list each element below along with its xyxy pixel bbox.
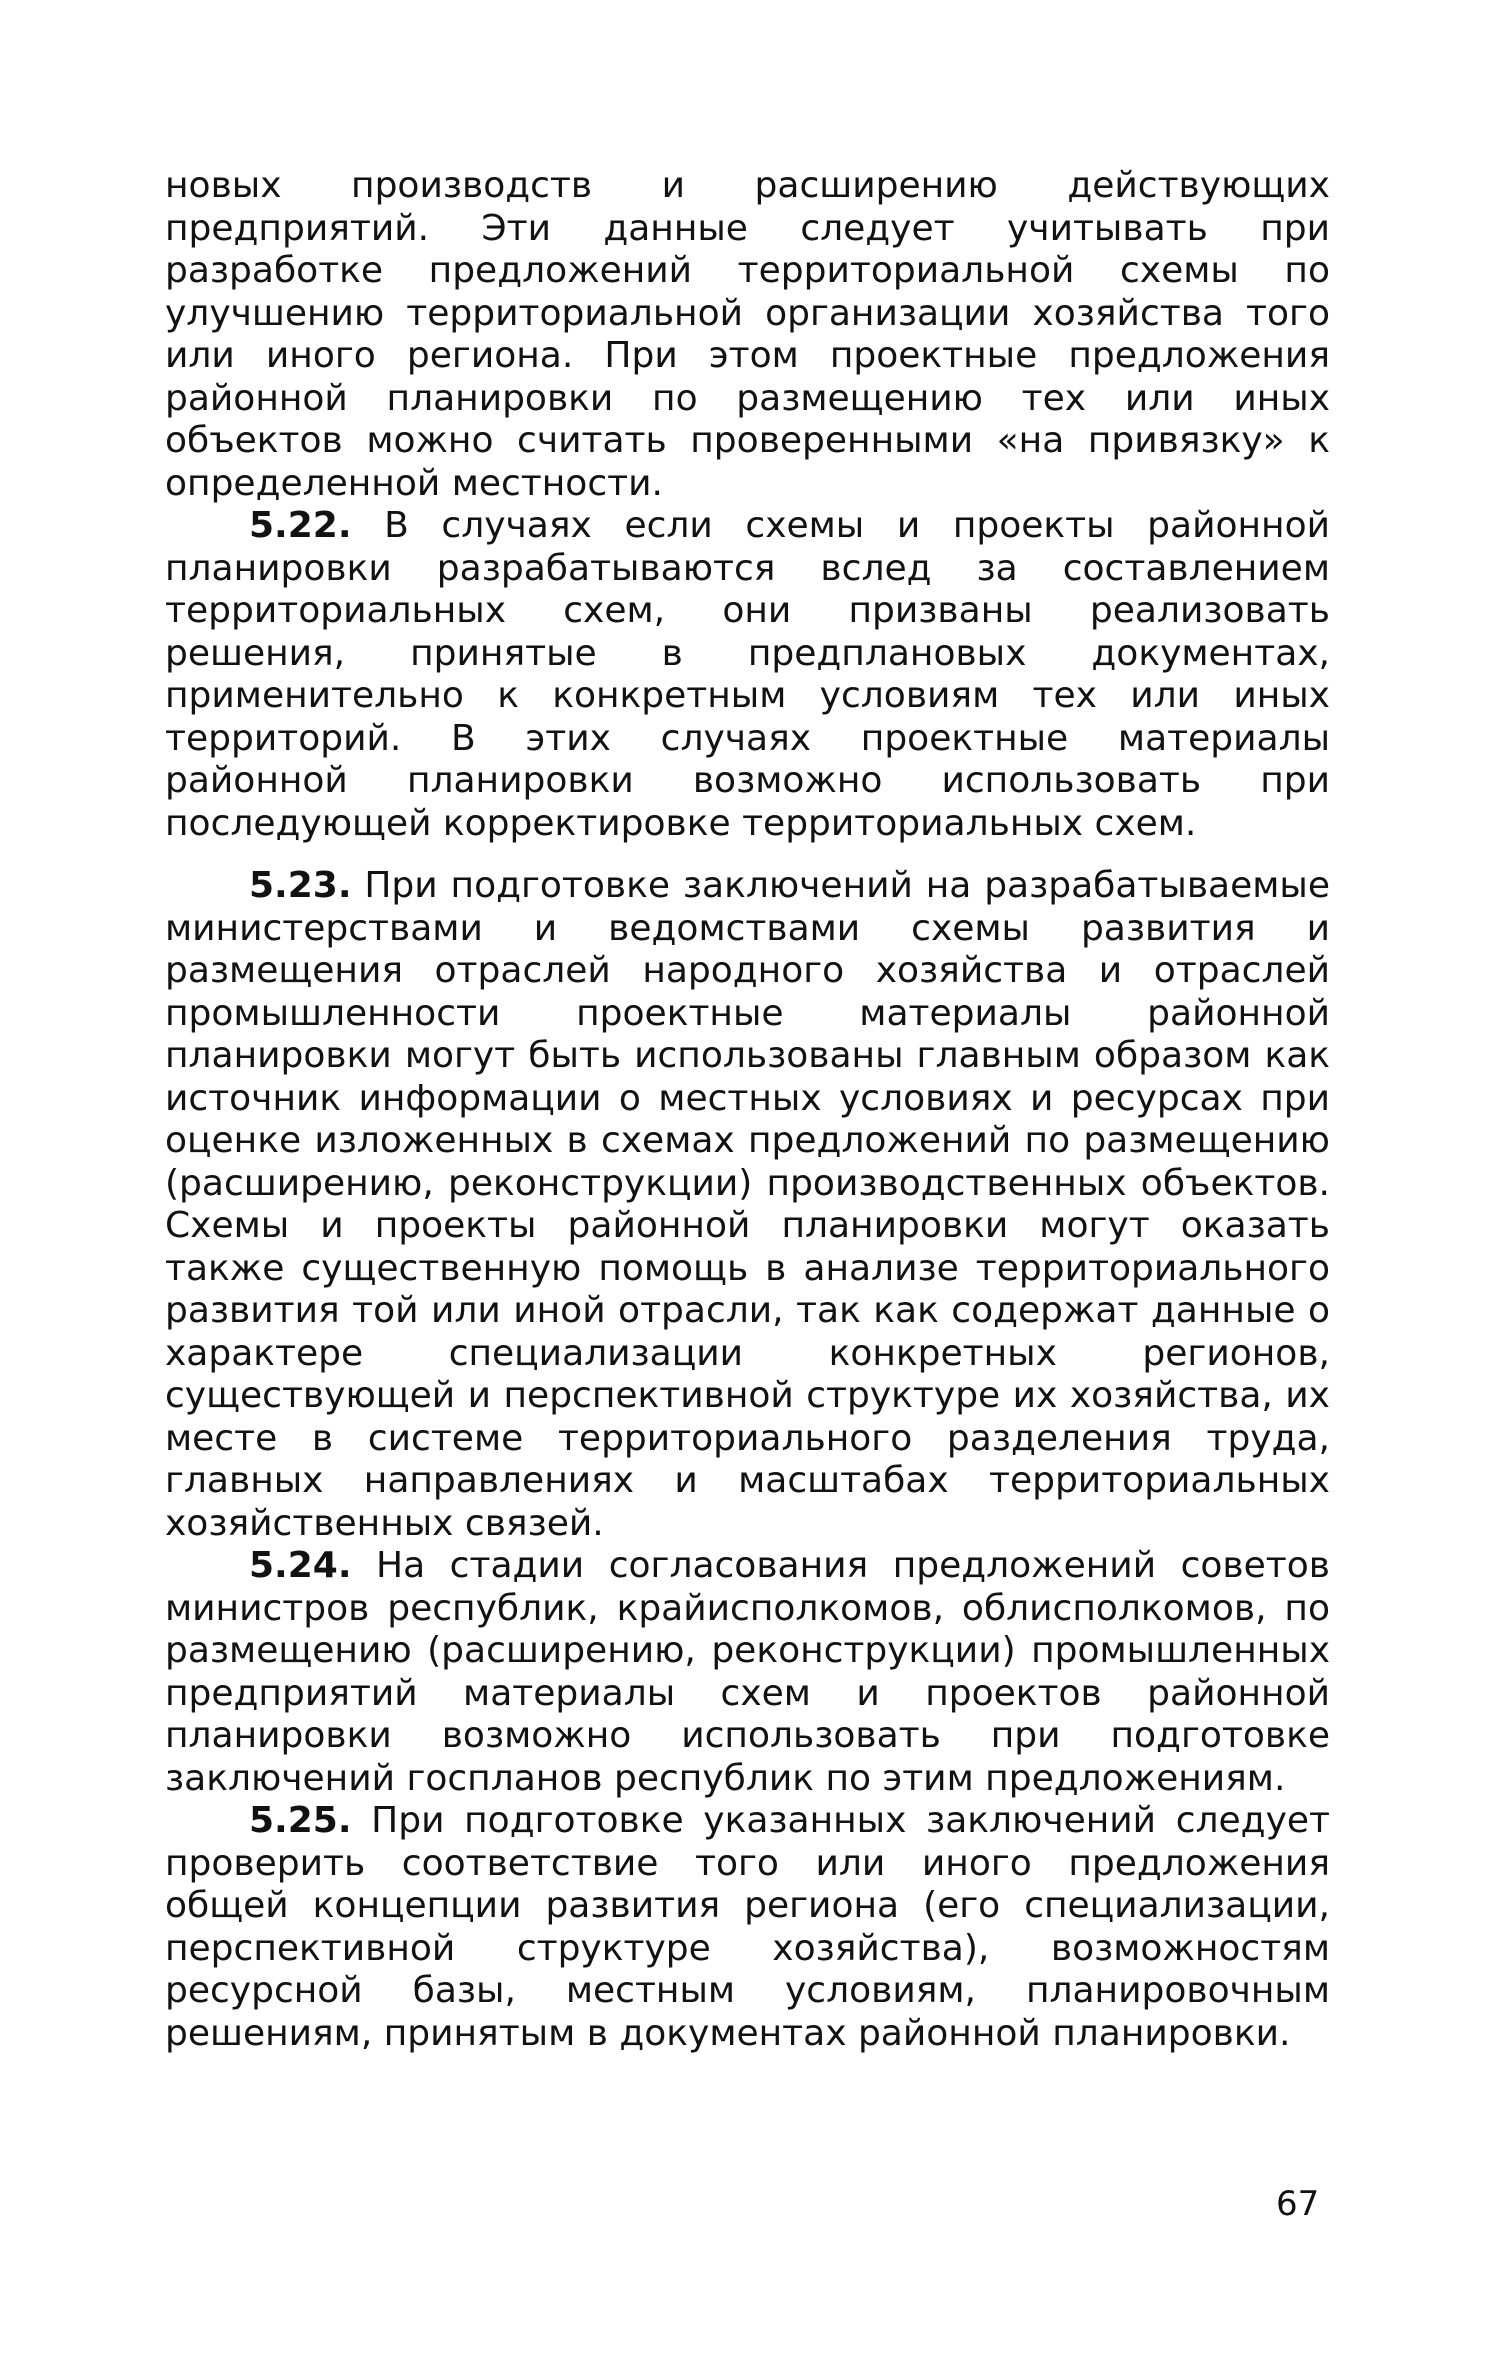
section-5-23 (165, 865, 1330, 1545)
section-number: 5.22. (249, 505, 352, 546)
section-text: На стадии согласования предложений советов министров республик, крайисполкомов, облисполкомов, по размещению (расширению, реконструкции) промышленных предприятий материалы схем и проектов районной планировки возможно использовать при подготовке заключений госпланов республик по этим предложениям. (165, 1545, 1331, 1799)
section-5-24 (165, 1545, 1330, 1800)
section-5-22 (165, 505, 1330, 845)
section-text: В случаях если схемы и проекты районной планировки разрабатываются вслед за составлением территориальных схем, они призваны реализовать решения, принятые в предплановых документах, применительно к конкретным условиям тех или иных территорий. В этих случаях проектные материалы районной планировки возможно использовать при последующей корректировке территориальных схем. (165, 505, 1331, 844)
section-number: 5.24. (249, 1545, 352, 1586)
continuation-paragraph: новых производств и расширению действующих предприятий. Эти данные следует учитывать при разработке предложений территориальной схемы по улучшению территориальной организации хозяйства того или иного региона. При этом проектные предложения районной планировки по размещению тех или иных объектов можно считать проверенными «на привязку» к определенной местности. (165, 165, 1330, 504)
section-number: 5.23. (249, 865, 352, 906)
section-number: 5.25. (249, 1800, 352, 1841)
page-number: 67 (1276, 2184, 1320, 2224)
section-5-25 (165, 1800, 1330, 2055)
section-text: При подготовке заключений на разрабатываемые министерствами и ведомствами схемы развития и размещения отраслей народного хозяйства и отраслей промышленности проектные материалы районной планировки могут быть использованы главным образом как источник информации о местных условиях и ресурсах при оценке изложенных в схемах предложений по размещению (расширению, реконструкции) производственных объектов. Схемы и проекты районной планировки могут оказать также существенную помощь в анализе территориального развития той или иной отрасли, так как содержат данные о характере специализации конкретных регионов, существующей и перспективной структуре их хозяйства, их месте в системе территориального разделения труда, главных направлениях и масштабах территориальных хозяйственных связей. (165, 865, 1330, 1544)
section-text: При подготовке указанных заключений следует проверить соответствие того или иного предложения общей концепции развития региона (его специализации, перспективной структуре хозяйства), возможностям ресурсной базы, местным условиям, планировочным решениям, принятым в документах районной планировки. (165, 1800, 1330, 2054)
document-page (165, 165, 1330, 2055)
